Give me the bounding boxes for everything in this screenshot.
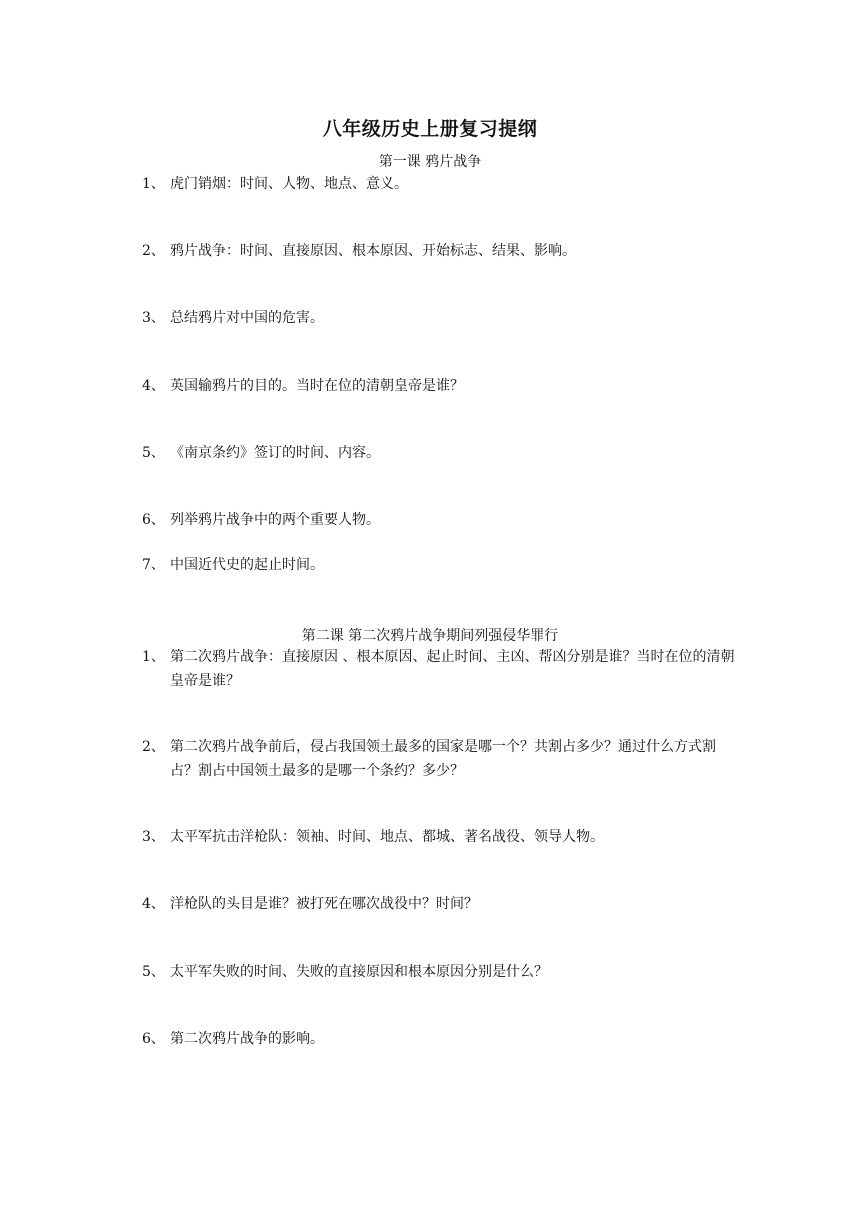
lesson-2-item-6 (142, 1027, 742, 1051)
item-number: 6、 (142, 512, 165, 528)
lesson-1-item-7 (142, 553, 742, 577)
item-text: 英国输鸦片的目的。当时在位的清朝皇帝是谁？ (170, 378, 464, 394)
item-text: 鸦片战争：时间、直接原因、根本原因、开始标志、结果、影响。 (170, 243, 576, 259)
item-text: 第二次鸦片战争：直接原因 、根本原因、起止时间、主凶、帮凶分别是谁？当时在位的清朝皇帝是谁？ (170, 649, 735, 689)
item-number: 5、 (142, 445, 165, 461)
item-number: 5、 (142, 964, 165, 980)
item-text: 第二次鸦片战争前后，侵占我国领土最多的国家是哪一个？共割占多少？通过什么方式割占？割占中国领土最多的是哪一个条约？多少？ (170, 739, 716, 779)
item-number: 7、 (142, 557, 165, 573)
lesson-1-item-3 (142, 306, 742, 330)
lesson-1-item-1 (142, 172, 742, 196)
lesson-2-item-4 (142, 892, 742, 916)
lesson-2-heading: 第二课 第二次鸦片战争期间列强侵华罪行 (301, 628, 559, 644)
lesson-2-item-2 (142, 735, 742, 783)
lesson-1-item-4 (142, 374, 742, 398)
item-text: 太平军失败的时间、失败的直接原因和根本原因分别是什么？ (170, 964, 548, 980)
item-text: 《南京条约》签订的时间、内容。 (170, 445, 380, 461)
item-text: 总结鸦片对中国的危害。 (170, 310, 324, 326)
item-text: 第二次鸦片战争的影响。 (170, 1031, 324, 1047)
lesson-2-item-3 (142, 825, 742, 849)
item-number: 3、 (142, 310, 165, 326)
item-number: 4、 (142, 378, 165, 394)
item-number: 3、 (142, 829, 165, 845)
item-text: 列举鸦片战争中的两个重要人物。 (170, 512, 380, 528)
lesson-1-item-2 (142, 239, 742, 263)
document-title: 八年级历史上册复习提纲 (322, 118, 538, 140)
item-number: 2、 (142, 739, 165, 755)
lesson-1-heading: 第一课 鸦片战争 (378, 154, 482, 170)
lesson-1-item-6 (142, 508, 742, 532)
lesson-1-item-5 (142, 441, 742, 465)
item-text: 虎门销烟：时间、人物、地点、意义。 (170, 176, 408, 192)
item-number: 6、 (142, 1031, 165, 1047)
item-number: 2、 (142, 243, 165, 259)
item-text: 洋枪队的头目是谁？被打死在哪次战役中？时间？ (170, 896, 478, 912)
item-number: 4、 (142, 896, 165, 912)
item-text: 太平军抗击洋枪队：领袖、时间、地点、都城、著名战役、领导人物。 (170, 829, 604, 845)
lesson-2-item-5 (142, 960, 742, 984)
item-number: 1、 (142, 176, 165, 192)
item-number: 1、 (142, 649, 165, 665)
lesson-2-item-1 (142, 645, 742, 693)
item-text: 中国近代史的起止时间。 (170, 557, 324, 573)
